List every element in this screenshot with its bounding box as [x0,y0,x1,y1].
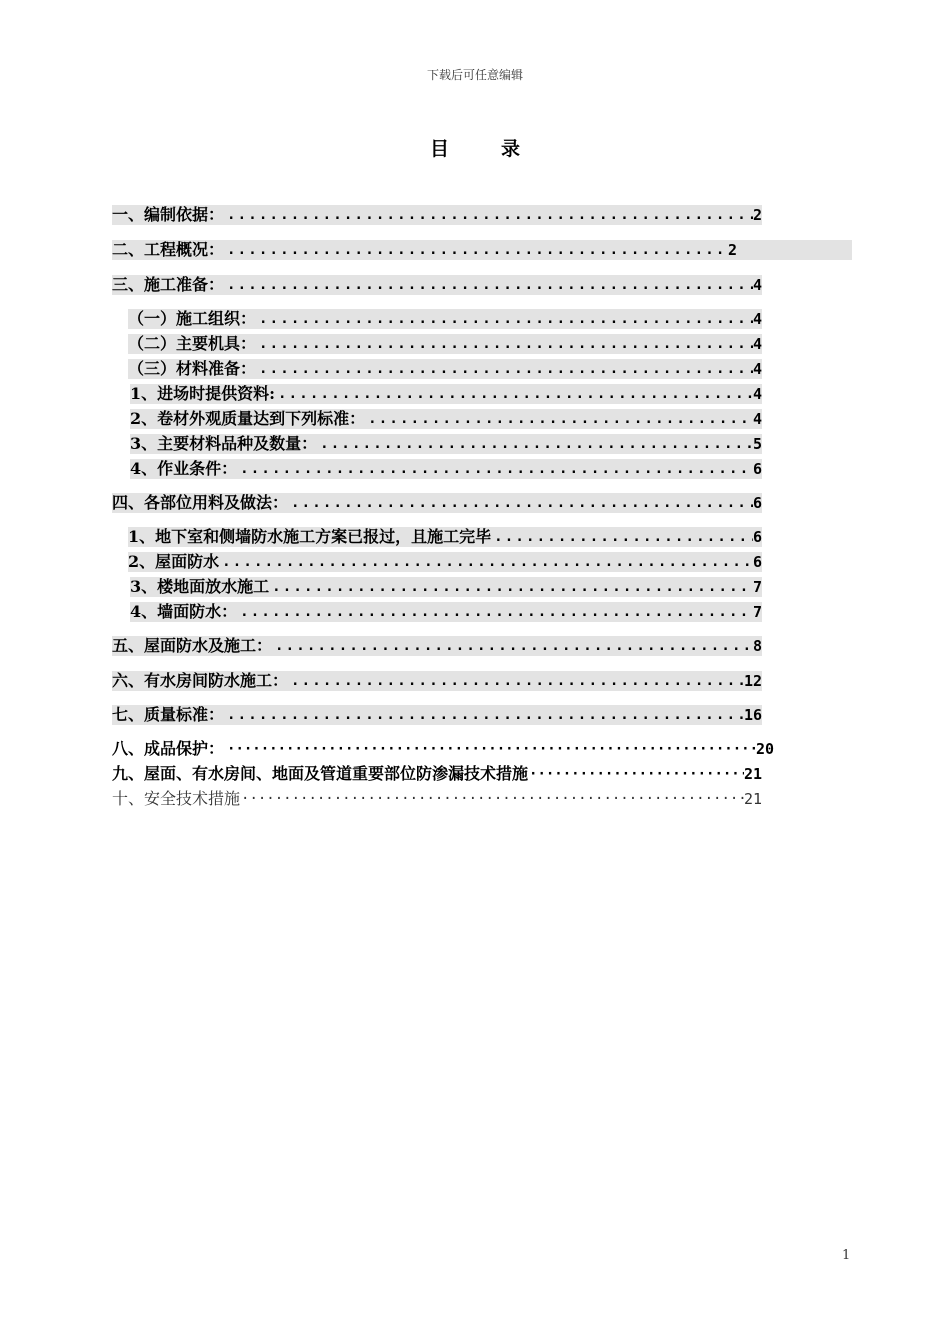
toc-entry-label: 四、各部位用料及做法： [112,493,289,512]
toc-title-char-2: 录 [501,138,521,160]
toc-leader-dots [224,205,753,225]
toc-entry-label: 3、楼地面放水施工 [130,577,270,596]
toc-leader-dots [288,493,753,513]
toc-leader-dots [237,459,753,479]
toc-entry-page: 5 [752,435,762,453]
toc-entry-page: 4 [752,310,762,328]
toc-leader-dots [288,671,744,691]
toc-entry[interactable] [130,577,762,597]
toc-leader-dots [224,275,753,295]
toc-entry-page: 6 [752,553,762,571]
toc-title-char-1: 目 [429,138,449,160]
toc-entry[interactable] [128,334,762,354]
toc-entry-page: 4 [752,335,762,353]
toc-leader-dots [256,309,753,329]
toc-entry[interactable] [112,789,762,809]
toc-entry[interactable] [112,671,762,691]
toc-entry-page: 12 [743,672,762,690]
toc-leader-dots [269,577,753,597]
toc-entry[interactable] [112,739,774,759]
toc-title [0,134,950,161]
toc-entry-page: 4 [752,385,762,403]
toc-entry-page: 21 [743,765,762,783]
toc-entry[interactable] [112,275,762,295]
toc-entry-label: 三、施工准备： [112,275,225,294]
toc-entry-label: （二）主要机具： [128,334,257,353]
toc-entry-label: 八、成品保护： [112,739,225,758]
toc-entry-label: 3、主要材料品种及数量： [130,434,318,453]
toc-entry-page: 7 [752,578,762,596]
toc-entry[interactable] [130,602,762,622]
toc-entry-page: 7 [752,603,762,621]
toc-entry-label: 五、屋面防水及施工： [112,636,273,655]
toc-entry[interactable] [130,434,762,454]
toc-entry-label: （一）施工组织： [128,309,257,328]
toc-entry[interactable] [130,409,762,429]
toc-entry[interactable] [130,384,762,404]
toc-entry-label: 一、编制依据： [112,205,225,224]
toc-entry-page: 4 [752,360,762,378]
toc-entry-page: 21 [743,790,762,808]
toc-entry-page: 4 [752,410,762,428]
toc-leader-dots [219,552,753,572]
toc-leader-dots [224,705,744,725]
toc-leader-dots [237,602,753,622]
toc-entry-label: 六、有水房间防水施工： [112,671,289,690]
toc-entry[interactable] [130,459,762,479]
toc-entry-page: 2 [752,206,762,224]
toc-leader-dots [272,636,753,656]
toc-entry[interactable] [112,636,762,656]
toc-entry-page: 16 [743,706,762,724]
toc-entry-label: 九、屋面、有水房间、地面及管道重要部位防渗漏技术措施 [112,764,529,783]
toc-entry[interactable] [112,205,762,225]
toc-entry[interactable] [128,527,762,547]
toc-leader-dots [224,240,728,260]
toc-entry-label: 1、地下室和侧墙防水施工方案已报过，且施工完毕 [128,527,492,546]
toc-entry-page: 6 [752,494,762,512]
toc-entry-label: 七、质量标准： [112,705,225,724]
toc-entry-page: 2 [728,241,738,259]
toc-entry-label: 十、安全技术措施 [112,789,241,808]
toc-leader-dots [528,764,744,784]
toc-entry-label: 4、作业条件： [130,459,238,478]
toc-entry[interactable] [112,240,852,260]
toc-leader-dots [224,739,756,759]
toc-entry-page: 6 [752,460,762,478]
toc-entry-label: 2、屋面防水 [128,552,220,571]
toc-entry-label: 1、进场时提供资料: [130,384,276,403]
toc-leader-dots [365,409,753,429]
toc-entry-page: 4 [752,276,762,294]
toc-entry[interactable] [128,309,762,329]
toc-leader-dots [256,334,753,354]
toc-entry-page: 6 [752,528,762,546]
toc-leader-dots [491,527,753,547]
toc-entry[interactable] [112,705,762,725]
toc-entry[interactable] [112,493,762,513]
toc-entry-label: 4、墙面防水： [130,602,238,621]
toc-entry-label: （三）材料准备： [128,359,257,378]
toc-leader-dots [317,434,753,454]
toc-entry-page: 8 [752,637,762,655]
toc-leader-dots [256,359,753,379]
toc-entry-label: 二、工程概况： [112,240,225,259]
toc-entry[interactable] [128,359,762,379]
toc-leader-dots [240,789,744,809]
toc-entry[interactable] [128,552,762,572]
toc-entry[interactable] [112,764,762,784]
toc-leader-dots [275,384,753,404]
toc-entry-label: 2、卷材外观质量达到下列标准： [130,409,366,428]
toc-entry-page: 20 [755,740,774,758]
page-number: 1 [842,1248,851,1263]
page-header: 下载后可任意编辑 [426,68,523,82]
